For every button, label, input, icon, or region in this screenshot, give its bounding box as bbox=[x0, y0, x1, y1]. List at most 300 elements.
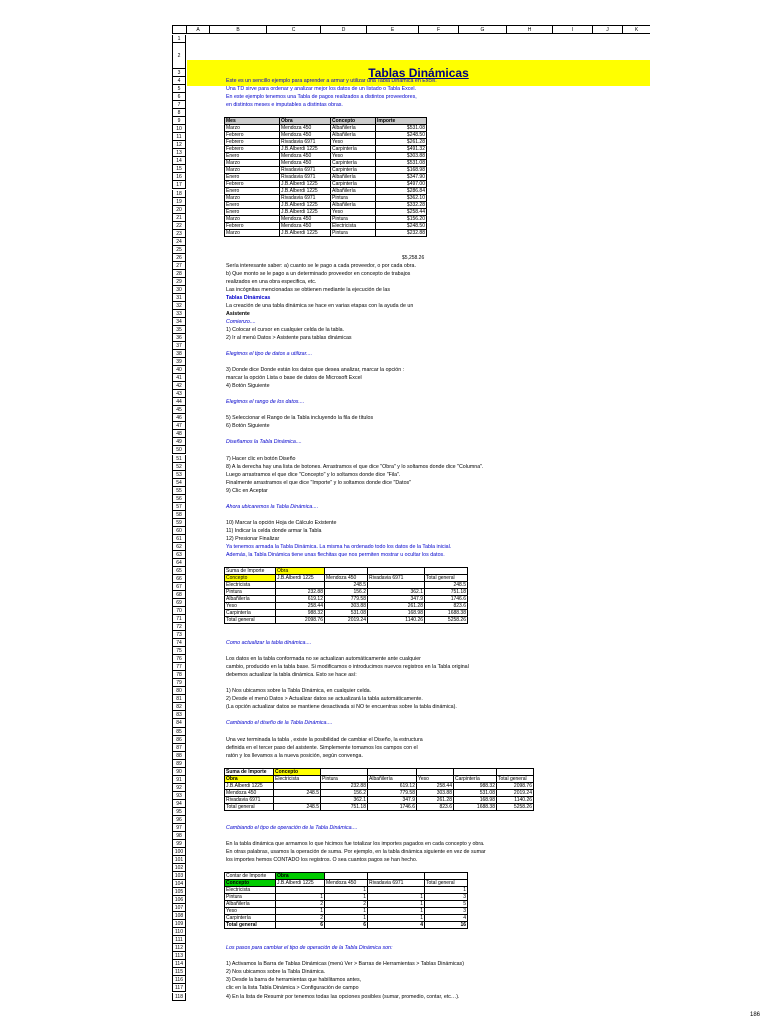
pivot-cell: Carpintería bbox=[454, 775, 497, 782]
pivot-cell: Electricista bbox=[225, 887, 276, 894]
row-header-81[interactable]: 81 bbox=[172, 695, 186, 703]
table-cell: J.B.Alberdi 1225 bbox=[280, 230, 331, 237]
row-header-22[interactable]: 22 bbox=[172, 222, 186, 230]
row-header-99[interactable]: 99 bbox=[172, 840, 186, 848]
row-header-65[interactable]: 65 bbox=[172, 567, 186, 575]
text-line: Sería interesante saber: a) cuanto se le pago a cada proveedor, o por cada obra. bbox=[226, 262, 416, 269]
pivot-cell: 2019.24 bbox=[497, 789, 534, 796]
column-header-B[interactable]: B bbox=[209, 25, 266, 34]
row-header-95[interactable]: 95 bbox=[172, 808, 186, 816]
row-header-9[interactable]: 9 bbox=[172, 117, 186, 125]
text-line: 4) En la lista de Resumir por tenemos todas las opciones posibles (sumar, promedio, contar, etc…). bbox=[226, 993, 460, 1000]
pivot-cell: Pintura bbox=[321, 775, 368, 782]
pivot-cell: Total general bbox=[225, 922, 276, 929]
pivot-row bbox=[225, 901, 468, 908]
text-line: 8) A la derecha hay una lista de botones. Arrastramos el que dice "Obra" y lo soltamos donde dice "Columna". bbox=[226, 463, 484, 470]
row-header-30[interactable]: 30 bbox=[172, 286, 186, 294]
row-header-106[interactable]: 106 bbox=[172, 896, 186, 904]
row-header-69[interactable]: 69 bbox=[172, 599, 186, 607]
text-line: Cambiando el diseño de la Tabla Dinámica.... bbox=[226, 720, 333, 727]
pivot-row bbox=[225, 588, 468, 595]
row-header-5[interactable]: 5 bbox=[172, 85, 186, 93]
table-cell: Carpintería bbox=[331, 146, 376, 153]
column-header-E[interactable]: E bbox=[366, 25, 418, 34]
row-header-100[interactable]: 100 bbox=[172, 848, 186, 856]
row-header-25[interactable]: 25 bbox=[172, 246, 186, 254]
row-header-105[interactable]: 105 bbox=[172, 888, 186, 896]
row-header-18[interactable]: 18 bbox=[172, 190, 186, 198]
row-header-66[interactable]: 66 bbox=[172, 575, 186, 583]
row-header-4[interactable]: 4 bbox=[172, 77, 186, 85]
row-header-97[interactable]: 97 bbox=[172, 824, 186, 832]
table-cell: Febrero bbox=[225, 223, 280, 230]
pivot-cell: 362.1 bbox=[321, 796, 368, 803]
text-line: La creación de una tabla dinámica se hace en varias etapas con la ayuda de un bbox=[226, 302, 414, 309]
row-header-76[interactable]: 76 bbox=[172, 655, 186, 663]
row-header-24[interactable]: 24 bbox=[172, 238, 186, 246]
row-header-89[interactable]: 89 bbox=[172, 760, 186, 768]
pivot-cell: 248.5 bbox=[274, 803, 321, 810]
table-cell: $156.20 bbox=[376, 216, 427, 223]
text-line: realizados en una obra especifica, etc. bbox=[226, 278, 317, 285]
table-cell: Yeso bbox=[331, 209, 376, 216]
pivot-cell: 823.6 bbox=[425, 602, 468, 609]
row-header-37[interactable]: 37 bbox=[172, 342, 186, 350]
pivot-cell: Yeso bbox=[225, 602, 276, 609]
pivot-cell: 4 bbox=[368, 922, 425, 929]
row-header-29[interactable]: 29 bbox=[172, 278, 186, 286]
table-cell: Febrero bbox=[225, 139, 280, 146]
row-header-47[interactable]: 47 bbox=[172, 422, 186, 430]
pivot-cell: 531.08 bbox=[325, 609, 368, 616]
pivot-cell: 2019.24 bbox=[325, 616, 368, 623]
pivot-cell: 1 bbox=[276, 908, 325, 915]
table-cell: Mendoza 450 bbox=[280, 153, 331, 160]
row-header-60[interactable]: 60 bbox=[172, 527, 186, 535]
row-header-23[interactable]: 23 bbox=[172, 230, 186, 238]
table-cell: Pintura bbox=[331, 216, 376, 223]
pivot-cell: 5258.26 bbox=[425, 616, 468, 623]
table-cell: Carpintería bbox=[331, 160, 376, 167]
row-header-12[interactable]: 12 bbox=[172, 141, 186, 149]
table-cell: $303.88 bbox=[376, 153, 427, 160]
pivot-row bbox=[225, 782, 534, 789]
row-header-68[interactable]: 68 bbox=[172, 591, 186, 599]
row-header-3[interactable]: 3 bbox=[172, 69, 186, 77]
table-cell: Rivadavia 6971 bbox=[280, 139, 331, 146]
row-header-57[interactable]: 57 bbox=[172, 503, 186, 511]
pivot-cell: 531.08 bbox=[454, 789, 497, 796]
text-line: 5) Seleccionar el Rango de la Tabla incluyendo la fila de títulos bbox=[226, 415, 374, 422]
table-cell: J.B.Alberdi 1225 bbox=[280, 181, 331, 188]
row-header-117[interactable]: 117 bbox=[172, 984, 186, 992]
pivot-cell bbox=[274, 782, 321, 789]
row-header-103[interactable]: 103 bbox=[172, 872, 186, 880]
row-header-78[interactable]: 78 bbox=[172, 671, 186, 679]
row-header-40[interactable]: 40 bbox=[172, 366, 186, 374]
row-header-53[interactable]: 53 bbox=[172, 471, 186, 479]
pivot-cell: 1 bbox=[325, 887, 368, 894]
row-header-59[interactable]: 59 bbox=[172, 519, 186, 527]
pivot-cell: 1 bbox=[368, 901, 425, 908]
column-header-A[interactable]: A bbox=[186, 25, 209, 34]
table-cell: Mendoza 450 bbox=[280, 223, 331, 230]
row-header-19[interactable]: 19 bbox=[172, 198, 186, 206]
row-header-109[interactable]: 109 bbox=[172, 920, 186, 928]
pivot-cell: 619.12 bbox=[368, 782, 417, 789]
row-header-61[interactable]: 61 bbox=[172, 535, 186, 543]
pivot-table-3 bbox=[224, 872, 468, 929]
pivot-cell: Albañilería bbox=[225, 595, 276, 602]
pivot-row bbox=[225, 789, 534, 796]
row-header-54[interactable]: 54 bbox=[172, 479, 186, 487]
pivot-cell: 1 bbox=[325, 915, 368, 922]
data-total: $5,258.26 bbox=[402, 254, 425, 261]
row-header-101[interactable]: 101 bbox=[172, 856, 186, 864]
row-header-113[interactable]: 113 bbox=[172, 952, 186, 960]
row-header-88[interactable]: 88 bbox=[172, 752, 186, 760]
pivot-row bbox=[225, 908, 468, 915]
table-cell: Pintura bbox=[331, 195, 376, 202]
pivot-cell: Total general bbox=[425, 574, 468, 581]
pivot-cell: 1746.6 bbox=[425, 595, 468, 602]
pivot-cell: 619.12 bbox=[276, 595, 325, 602]
text-line: Ahora ubicaremos la Tabla Dinámica.... bbox=[226, 503, 319, 510]
row-header-77[interactable]: 77 bbox=[172, 663, 186, 671]
row-header-82[interactable]: 82 bbox=[172, 703, 186, 711]
row-header-33[interactable]: 33 bbox=[172, 310, 186, 318]
row-header-14[interactable]: 14 bbox=[172, 157, 186, 165]
text-line: Las incógnitas mencionadas se obtienen mediante la ejecución de las bbox=[226, 286, 391, 293]
row-header-45[interactable]: 45 bbox=[172, 406, 186, 414]
pivot-cell: Electricista bbox=[225, 581, 276, 588]
row-header-67[interactable]: 67 bbox=[172, 583, 186, 591]
row-header-94[interactable]: 94 bbox=[172, 800, 186, 808]
column-header-K[interactable]: K bbox=[622, 25, 650, 34]
pivot-cell: 1 bbox=[368, 908, 425, 915]
pivot-cell bbox=[276, 887, 325, 894]
row-header-58[interactable]: 58 bbox=[172, 511, 186, 519]
pivot-cell: 3 bbox=[425, 908, 468, 915]
table-row bbox=[225, 139, 427, 146]
pivot-cell: 751.18 bbox=[321, 803, 368, 810]
row-header-34[interactable]: 34 bbox=[172, 318, 186, 326]
row-header-32[interactable]: 32 bbox=[172, 302, 186, 310]
row-header-26[interactable]: 26 bbox=[172, 254, 186, 262]
text-line: debemos actualizar la tabla dinámica. Esto se hace así: bbox=[226, 672, 357, 679]
row-header-72[interactable]: 72 bbox=[172, 623, 186, 631]
pivot-cell: Carpintería bbox=[225, 609, 276, 616]
text-line: clic en la lista Tabla Dinámica > Configuración de campo bbox=[226, 985, 359, 992]
pivot-cell: Total general bbox=[425, 880, 468, 887]
column-header-H[interactable]: H bbox=[506, 25, 552, 34]
pivot-cell: J.B.Alberdi 1225 bbox=[225, 782, 274, 789]
table-cell: Enero bbox=[225, 188, 280, 195]
row-header-42[interactable]: 42 bbox=[172, 382, 186, 390]
text-line: Elegimos el rango de los datos.... bbox=[226, 399, 305, 406]
pivot-row bbox=[225, 609, 468, 616]
row-header-108[interactable]: 108 bbox=[172, 912, 186, 920]
row-header-79[interactable]: 79 bbox=[172, 679, 186, 687]
row-header-93[interactable]: 93 bbox=[172, 792, 186, 800]
pivot-cell: Total general bbox=[497, 775, 534, 782]
row-header-51[interactable]: 51 bbox=[172, 455, 186, 463]
text-line: b) Que monto se le pago a un determinado proveedor en concepto de trabajos bbox=[226, 270, 411, 277]
text-line: Finalmente arrastramos el que dice "Importe" y lo soltamos donde dice "Datos" bbox=[226, 479, 412, 486]
table-cell: Marzo bbox=[225, 195, 280, 202]
table-cell: $232.88 bbox=[376, 230, 427, 237]
text-line: 1) Activamos la Barra de Tablas Dinámicas (menú Ver > Barras de Herramientas > Tablas Dinámicas) bbox=[226, 961, 464, 968]
row-header-115[interactable]: 115 bbox=[172, 968, 186, 976]
pivot-row bbox=[225, 880, 468, 887]
pivot-cell: Contar de Importe bbox=[225, 873, 276, 880]
pivot-cell: 1688.38 bbox=[454, 803, 497, 810]
pivot-cell: Mendoza 450 bbox=[225, 789, 274, 796]
table-cell: $261.28 bbox=[376, 139, 427, 146]
pivot-cell: 261.28 bbox=[417, 796, 454, 803]
intro-line: Este es un sencillo ejemplo para aprender a armar y utilizar una Tabla Dinámica en Excel. bbox=[226, 78, 437, 85]
pivot-cell bbox=[368, 887, 425, 894]
row-header-13[interactable]: 13 bbox=[172, 149, 186, 157]
pivot-cell bbox=[417, 768, 454, 775]
table-cell: $168.98 bbox=[376, 167, 427, 174]
row-header-98[interactable]: 98 bbox=[172, 832, 186, 840]
pivot-cell: J.B.Alberdi 1225 bbox=[276, 574, 325, 581]
pivot-cell: 1 bbox=[425, 887, 468, 894]
text-line: 1) Nos ubicamos sobre la Tabla Dinámica, en cualquier celda. bbox=[226, 688, 372, 695]
pivot-row bbox=[225, 803, 534, 810]
pivot-cell: 2 bbox=[276, 915, 325, 922]
pivot-row bbox=[225, 775, 534, 782]
pivot-cell: Obra bbox=[276, 873, 325, 880]
pivot-row bbox=[225, 796, 534, 803]
row-header-112[interactable]: 112 bbox=[172, 944, 186, 952]
pivot-row bbox=[225, 873, 468, 880]
table-row bbox=[225, 132, 427, 139]
pivot-cell: 1 bbox=[325, 908, 368, 915]
row-header-73[interactable]: 73 bbox=[172, 631, 186, 639]
table-cell: Carpintería bbox=[331, 181, 376, 188]
row-header-92[interactable]: 92 bbox=[172, 784, 186, 792]
table-cell: $248.50 bbox=[376, 132, 427, 139]
row-header-39[interactable]: 39 bbox=[172, 358, 186, 366]
row-header-80[interactable]: 80 bbox=[172, 687, 186, 695]
row-header-44[interactable]: 44 bbox=[172, 398, 186, 406]
pivot-cell: 248.5 bbox=[425, 581, 468, 588]
row-header-17[interactable]: 17 bbox=[172, 181, 186, 189]
row-header-50[interactable]: 50 bbox=[172, 446, 186, 454]
pivot-row bbox=[225, 567, 468, 574]
row-header-102[interactable]: 102 bbox=[172, 864, 186, 872]
row-header-64[interactable]: 64 bbox=[172, 559, 186, 567]
row-header-11[interactable]: 11 bbox=[172, 133, 186, 141]
row-header-15[interactable]: 15 bbox=[172, 165, 186, 173]
pivot-cell: Mendoza 450 bbox=[325, 574, 368, 581]
pivot-cell bbox=[368, 581, 425, 588]
row-header-116[interactable]: 116 bbox=[172, 976, 186, 984]
text-line: Comienzo.... bbox=[226, 318, 256, 325]
row-header-31[interactable]: 31 bbox=[172, 294, 186, 302]
row-header-110[interactable]: 110 bbox=[172, 928, 186, 936]
row-header-107[interactable]: 107 bbox=[172, 904, 186, 912]
column-header-C[interactable]: C bbox=[266, 25, 320, 34]
row-header-27[interactable]: 27 bbox=[172, 262, 186, 270]
column-header-J[interactable]: J bbox=[592, 25, 622, 34]
text-line: Cambiando el tipo de operación de la Tabla Dinámica.... bbox=[226, 824, 358, 831]
text-line: 4) Botón Siguiente bbox=[226, 383, 270, 390]
pivot-cell: 2 bbox=[325, 901, 368, 908]
pivot-cell bbox=[325, 873, 368, 880]
pivot-cell: J.B.Alberdi 1225 bbox=[276, 880, 325, 887]
pivot-cell bbox=[454, 768, 497, 775]
pivot-table-1 bbox=[224, 567, 468, 624]
pivot-row bbox=[225, 574, 468, 581]
row-header-36[interactable]: 36 bbox=[172, 334, 186, 342]
pivot-cell: 1 bbox=[368, 915, 425, 922]
row-header-46[interactable]: 46 bbox=[172, 414, 186, 422]
row-header-87[interactable]: 87 bbox=[172, 744, 186, 752]
table-row bbox=[225, 174, 427, 181]
spreadsheet bbox=[172, 25, 650, 1000]
row-header-20[interactable]: 20 bbox=[172, 206, 186, 214]
table-cell: Enero bbox=[225, 174, 280, 181]
pivot-cell: 16 bbox=[425, 922, 468, 929]
table-cell: Enero bbox=[225, 153, 280, 160]
row-header-90[interactable]: 90 bbox=[172, 768, 186, 776]
row-header-91[interactable]: 91 bbox=[172, 776, 186, 784]
row-header-111[interactable]: 111 bbox=[172, 936, 186, 944]
table-cell: Febrero bbox=[225, 132, 280, 139]
pivot-cell: 303.88 bbox=[325, 602, 368, 609]
row-header-86[interactable]: 86 bbox=[172, 736, 186, 744]
row-header-10[interactable]: 10 bbox=[172, 125, 186, 133]
intro-line: en distintos meses e imputables a distintas obras. bbox=[226, 102, 343, 109]
table-cell: $497.00 bbox=[376, 181, 427, 188]
row-header-96[interactable]: 96 bbox=[172, 816, 186, 824]
pivot-cell bbox=[276, 581, 325, 588]
row-header-2[interactable]: 2 bbox=[172, 43, 186, 69]
pivot-cell: 156.2 bbox=[321, 789, 368, 796]
table-cell: J.B.Alberdi 1225 bbox=[280, 209, 331, 216]
row-header-43[interactable]: 43 bbox=[172, 390, 186, 398]
pivot-cell: 5258.26 bbox=[497, 803, 534, 810]
table-cell: Marzo bbox=[225, 216, 280, 223]
corner-cell[interactable] bbox=[172, 25, 186, 34]
row-header-1[interactable]: 1 bbox=[172, 35, 186, 43]
text-line: Tablas Dinámicas bbox=[226, 294, 271, 301]
row-header-83[interactable]: 83 bbox=[172, 711, 186, 719]
text-line: Una vez terminada la tabla , existe la posibilidad de cambiar el Diseño, la estructura bbox=[226, 736, 423, 743]
pivot-cell: Pintura bbox=[225, 588, 276, 595]
text-line: Asistente bbox=[226, 310, 250, 317]
table-row bbox=[225, 209, 427, 216]
table-cell: Yeso bbox=[331, 139, 376, 146]
row-header-6[interactable]: 6 bbox=[172, 93, 186, 101]
row-header-16[interactable]: 16 bbox=[172, 173, 186, 181]
column-header-I[interactable]: I bbox=[552, 25, 592, 34]
row-header-63[interactable]: 63 bbox=[172, 551, 186, 559]
row-header-35[interactable]: 35 bbox=[172, 326, 186, 334]
column-header-D[interactable]: D bbox=[320, 25, 366, 34]
table-row bbox=[225, 153, 427, 160]
text-line: 1) Colocar el cursor en cualquier celda de la tabla. bbox=[226, 327, 345, 334]
row-header-84[interactable]: 84 bbox=[172, 719, 186, 727]
pivot-cell: 751.18 bbox=[425, 588, 468, 595]
pivot-row bbox=[225, 894, 468, 901]
pivot-cell: 1 bbox=[325, 894, 368, 901]
pivot-row bbox=[225, 602, 468, 609]
row-header-75[interactable]: 75 bbox=[172, 647, 186, 655]
pivot-cell: 168.98 bbox=[454, 796, 497, 803]
pivot-cell: Rivadavia 6971 bbox=[368, 880, 425, 887]
column-header-G[interactable]: G bbox=[458, 25, 506, 34]
pivot-cell: 779.58 bbox=[368, 789, 417, 796]
pivot-cell: 1 bbox=[276, 894, 325, 901]
row-header-114[interactable]: 114 bbox=[172, 960, 186, 968]
row-header-21[interactable]: 21 bbox=[172, 214, 186, 222]
pivot-cell: Obra bbox=[276, 567, 325, 574]
table-row bbox=[225, 195, 427, 202]
text-line: ratón y los llevamos a la nueva posición, según convenga. bbox=[226, 752, 363, 759]
table-row bbox=[225, 160, 427, 167]
row-header-7[interactable]: 7 bbox=[172, 101, 186, 109]
row-header-8[interactable]: 8 bbox=[172, 109, 186, 117]
text-line: Elegimos el tipo de datos a utilizar.... bbox=[226, 351, 313, 358]
table-row bbox=[225, 181, 427, 188]
row-header-62[interactable]: 62 bbox=[172, 543, 186, 551]
row-header-52[interactable]: 52 bbox=[172, 463, 186, 471]
row-header-104[interactable]: 104 bbox=[172, 880, 186, 888]
text-line: En otras palabras, usamos la operación de suma. Por ejemplo, en la tabla dinámica siguiente en vez de sumar bbox=[226, 848, 486, 855]
text-line: 9) Clic en Aceptar bbox=[226, 487, 268, 494]
pivot-cell: 3 bbox=[425, 894, 468, 901]
table-cell: Mendoza 450 bbox=[280, 125, 331, 132]
column-header-F[interactable]: F bbox=[418, 25, 458, 34]
row-header-38[interactable]: 38 bbox=[172, 350, 186, 358]
pivot-cell: Suma de Importe bbox=[225, 567, 276, 574]
row-header-74[interactable]: 74 bbox=[172, 639, 186, 647]
text-line: definida en el tercer paso del asistente. Simplemente tomamos los campos con el bbox=[226, 744, 418, 751]
pivot-cell: 232.88 bbox=[276, 588, 325, 595]
row-header-28[interactable]: 28 bbox=[172, 270, 186, 278]
table-cell: $332.28 bbox=[376, 202, 427, 209]
table-cell: $286.84 bbox=[376, 188, 427, 195]
pivot-cell: 823.6 bbox=[417, 803, 454, 810]
table-cell: Rivadavia 6971 bbox=[280, 174, 331, 181]
row-header-118[interactable]: 118 bbox=[172, 993, 186, 1001]
pivot-row bbox=[225, 595, 468, 602]
table-row bbox=[225, 230, 427, 237]
row-header-48[interactable]: 48 bbox=[172, 430, 186, 438]
pivot-cell bbox=[368, 567, 425, 574]
row-header-41[interactable]: 41 bbox=[172, 374, 186, 382]
row-header-56[interactable]: 56 bbox=[172, 495, 186, 503]
text-line: Los pasos para cambiar el tipo de operación de la Tabla Dinámica son: bbox=[226, 945, 393, 952]
text-line: 7) Hacer clic en botón Diseño bbox=[226, 455, 296, 462]
row-header-85[interactable]: 85 bbox=[172, 728, 186, 736]
table-row bbox=[225, 202, 427, 209]
row-header-49[interactable]: 49 bbox=[172, 438, 186, 446]
row-header-71[interactable]: 71 bbox=[172, 615, 186, 623]
text-line: Además, la Tabla Dinámica tiene unas flechitas que nos permiten mostrar u ocultar los datos. bbox=[226, 551, 445, 558]
table-cell: $531.08 bbox=[376, 160, 427, 167]
row-header-70[interactable]: 70 bbox=[172, 607, 186, 615]
row-header-55[interactable]: 55 bbox=[172, 487, 186, 495]
pivot-cell: 258.44 bbox=[417, 782, 454, 789]
pivot-cell bbox=[497, 768, 534, 775]
pivot-cell: Rivadavia 6971 bbox=[368, 574, 425, 581]
pivot-cell: 1688.38 bbox=[425, 609, 468, 616]
